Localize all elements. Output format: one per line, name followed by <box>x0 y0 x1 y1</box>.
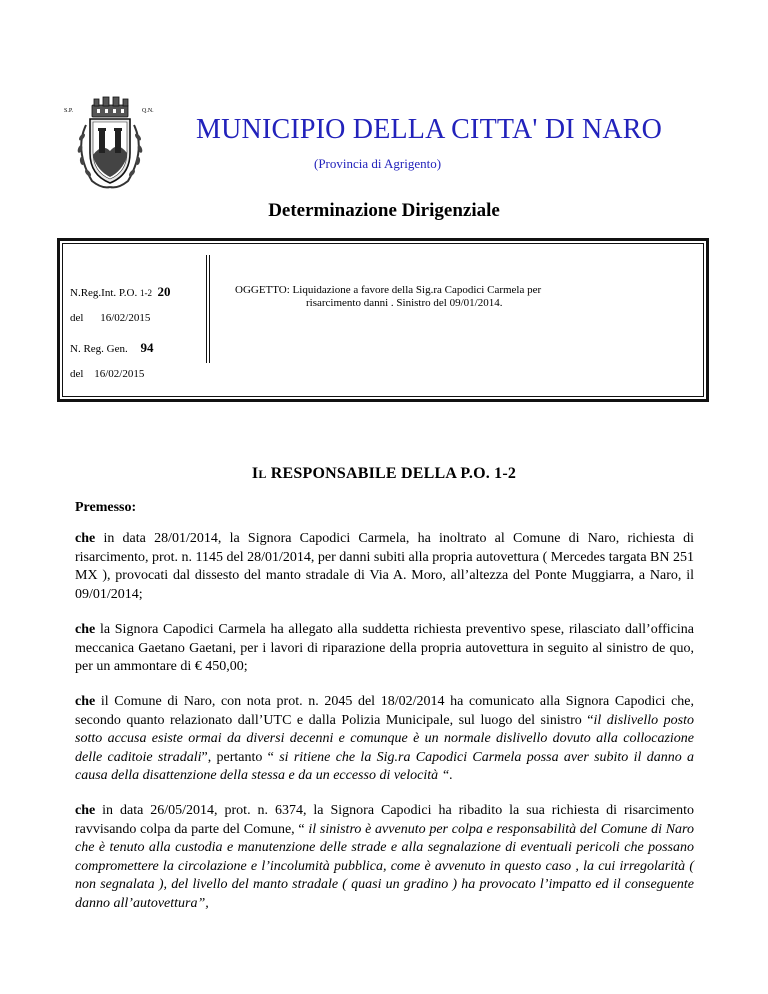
general-register-line <box>70 340 154 356</box>
internal-register-po: 1-2 <box>139 288 152 298</box>
responsabile-initial: I <box>251 465 259 482</box>
municipality-title: MUNICIPIO DELLA CITTA' DI NARO <box>196 114 663 145</box>
general-register-del-label: del <box>70 368 84 380</box>
paragraph-3 <box>75 693 694 786</box>
crest-right-letters: Q.N. <box>142 108 154 114</box>
internal-register-label: N.Reg.Int. P.O. <box>70 287 138 299</box>
responsabile-small-cap: L <box>258 467 267 481</box>
che-keyword: che <box>75 622 96 637</box>
general-register-label: N. Reg. Gen. <box>70 343 128 355</box>
general-register-date-line <box>70 368 144 380</box>
che-keyword: che <box>75 694 96 709</box>
province-subtitle: (Provincia di Agrigento) <box>314 156 442 171</box>
paragraph-4-quote: il sinistro è avvenuto per colpa e responsabilità del Comune di Naro che è tenuto alla custodia e manutenzione delle strade e alla segnalazione di eventuali pericoli che possano compromettere la circolazione e l’incolumità pubblica, come è avvenuto in questo caso , la cui irregolarità ( non segnalata ), del livello del manto stradale ( quasi un gradino ) ha provocato l’impatto ed il conseguente danno all’autovettura”, <box>75 821 694 911</box>
paragraph-2-text: la Signora Capodici Carmela ha allegato alla suddetta richiesta preventivo spese, rilasciato dall’officina meccanica Gaetano Gaetani, per i lavori di riparazione della propria autovettura in seguito al sinistro de quo, per un ammontare di € 450,00; <box>75 622 694 674</box>
registry-vertical-separator <box>206 255 210 363</box>
paragraph-2 <box>75 621 694 677</box>
responsabile-heading <box>0 465 768 483</box>
paragraph-3-quote-1: il dislivello posto sotto accusa esiste ormai da diversi decenni e comunque è un normale dislivello dovuto alla collocazione delle caditoie stradali <box>75 712 694 765</box>
internal-register-line <box>70 284 170 300</box>
premesso-label: Premesso: <box>75 500 137 515</box>
paragraph-3-text-b: ”, pertanto “ <box>201 749 280 765</box>
paragraph-3-text-a: il Comune di Naro, con nota prot. n. 2045 del 18/02/2014 ha comunicato alla Signora Capodici che, secondo quanto relazionato dall’UTC e dalla Polizia Municipale, sul luogo del sinistro “ <box>75 694 694 728</box>
internal-register-date-line <box>70 312 150 324</box>
paragraph-4-text: in data 26/05/2014, prot. n. 6374, la Signora Capodici ha ribadito la sua richiesta di risarcimento ravvisando colpa da parte del Comune, “ <box>75 803 694 837</box>
subject-text <box>235 284 655 310</box>
paragraph-1-text: in data 28/01/2014, la Signora Capodici Carmela, ha inoltrato al Comune di Naro, richiesta di risarcimento, prot. n. 1145 del 28/01/2014, per danni subiti alla propria autovettura ( Mercedes targata BN 251 MX ), provocati dal dissesto del manto stradale di Via A. Moro, all’altezza del Ponte Muggiarra, a Naro, il 09/01/2014; <box>75 531 694 602</box>
responsabile-rest: RESPONSABILE DELLA P.O. 1-2 <box>266 465 517 482</box>
document-type-heading: Determinazione Dirigenziale <box>268 200 500 221</box>
registry-box-inner-border <box>62 243 704 397</box>
registry-box <box>57 238 709 402</box>
paragraph-1 <box>75 530 694 604</box>
subject-line-2: risarcimento danni . Sinistro del 09/01/2014. <box>306 297 503 309</box>
internal-register-date: 16/02/2015 <box>100 312 151 324</box>
general-register-date: 16/02/2015 <box>94 368 145 380</box>
internal-register-number: 20 <box>157 284 171 299</box>
paragraph-3-quote-2: si ritiene che la Sig.ra Capodici Carmela possa aver subito il danno a causa della disattenzione della stessa e da un eccesso di velocità “. <box>75 749 695 783</box>
general-register-number: 94 <box>140 340 154 355</box>
subject-line-1: OGGETTO: Liquidazione a favore della Sig.ra Capodici Carmela per <box>235 284 542 296</box>
che-keyword: che <box>75 803 96 818</box>
town-crest-emblem <box>62 95 158 193</box>
paragraph-4 <box>75 802 694 913</box>
internal-register-del-label: del <box>70 312 84 324</box>
che-keyword: che <box>75 531 96 546</box>
crest-left-letters: S.P. <box>64 108 74 114</box>
